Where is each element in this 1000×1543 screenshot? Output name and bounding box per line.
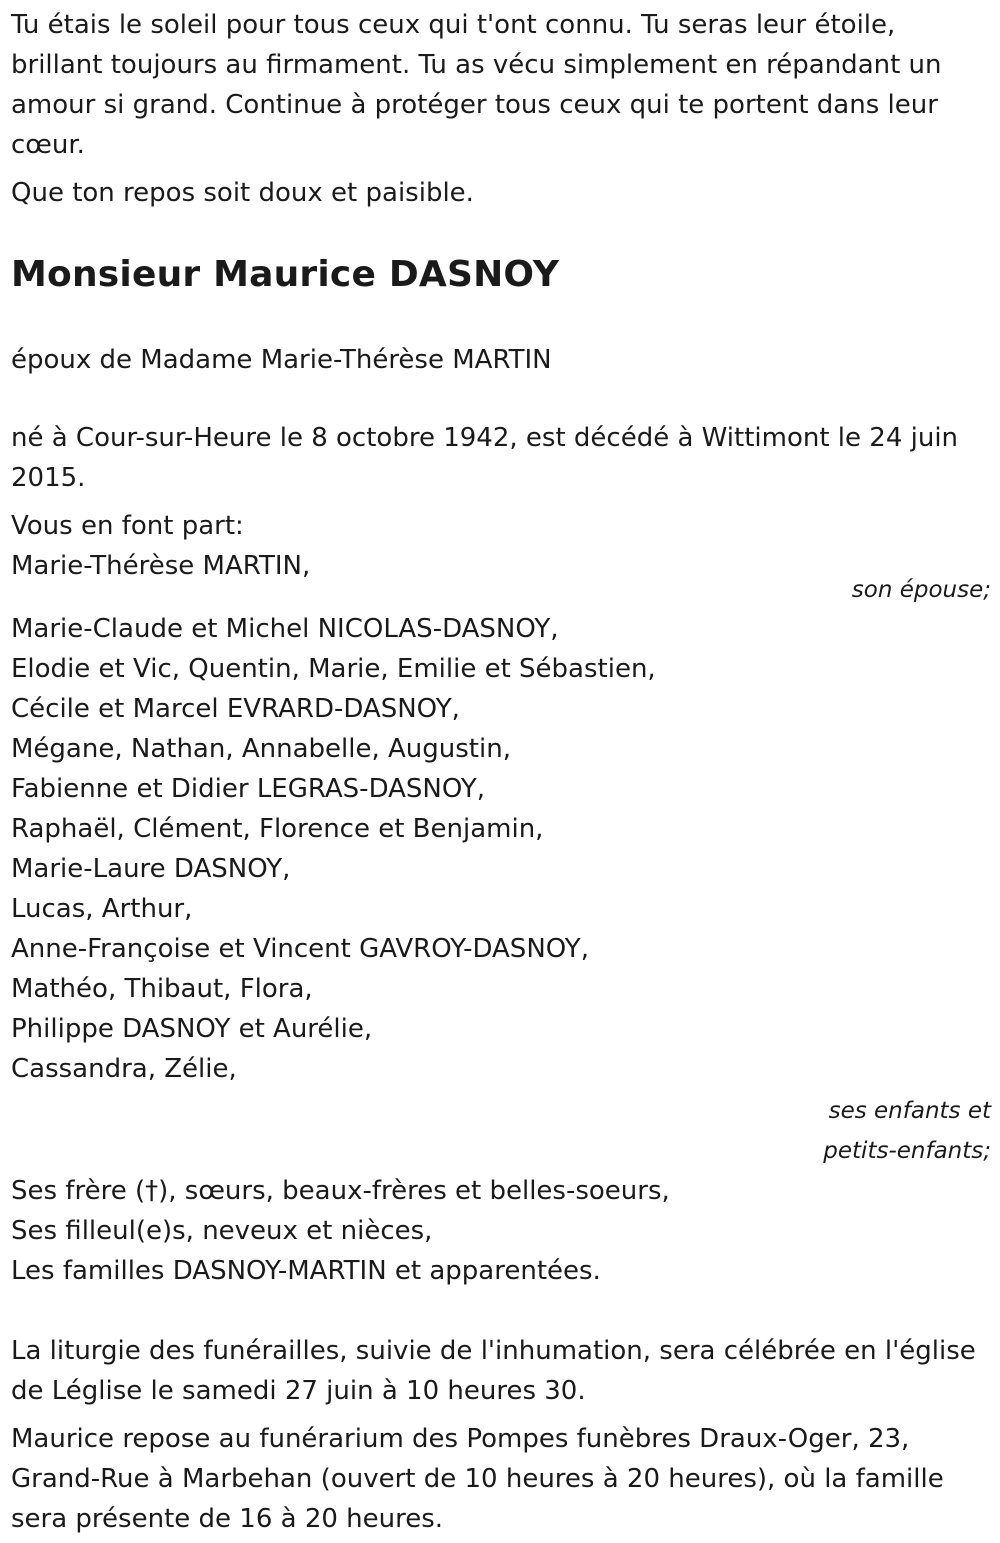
list-item: Raphaël, Clément, Florence et Benjamin, — [11, 814, 544, 844]
list-item: Lucas, Arthur, — [11, 894, 193, 924]
announcement-intro: Vous en font part: — [11, 511, 244, 541]
children-role-line2: petits-enfants; — [823, 1138, 991, 1164]
children-list — [11, 609, 991, 1089]
extended-family-list — [11, 1171, 991, 1291]
list-item: Mégane, Nathan, Annabelle, Augustin, — [11, 734, 511, 764]
spouse-name: Marie-Thérèse MARTIN, — [11, 551, 311, 581]
intro-paragraph: Tu étais le soleil pour tous ceux qui t'ont connu. Tu seras leur étoile, brillant toujours au firmament. Tu as vécu simplement en répandant un amour si grand. Continue à protéger tous ceux qui te portent dans leur cœur. — [11, 10, 942, 160]
list-item: Ses filleul(e)s, neveux et nièces, — [11, 1216, 433, 1246]
children-role — [11, 1091, 991, 1171]
list-item: Marie-Laure DASNOY, — [11, 854, 291, 884]
deceased-name: Monsieur Maurice DASNOY — [11, 254, 560, 295]
liturgy-paragraph: La liturgie des funérailles, suivie de l'inhumation, sera célébrée en l'église de Léglise le samedi 27 juin à 10 heures 30. — [11, 1336, 976, 1406]
list-item: Elodie et Vic, Quentin, Marie, Emilie et Sébastien, — [11, 654, 656, 684]
list-item: Ses frère (†), sœurs, beaux-frères et belles-soeurs, — [11, 1176, 670, 1206]
visitation-paragraph: Maurice repose au funérarium des Pompes funèbres Draux-Oger, 23, Grand-Rue à Marbehan (ouvert de 10 heures à 20 heures), où la famille sera présente de 16 à 20 heures. — [11, 1424, 944, 1534]
obituary-document — [11, 0, 991, 1539]
intro-closing: Que ton repos soit doux et paisible. — [11, 178, 474, 208]
spouse-line: époux de Madame Marie-Thérèse MARTIN — [11, 345, 552, 375]
list-item: Mathéo, Thibaut, Flora, — [11, 974, 313, 1004]
children-role-line1: ses enfants et — [828, 1098, 991, 1124]
list-item: Marie-Claude et Michel NICOLAS-DASNOY, — [11, 614, 559, 644]
birth-death-line: né à Cour-sur-Heure le 8 octobre 1942, est décédé à Wittimont le 24 juin 2015. — [11, 423, 959, 493]
list-item: Philippe DASNOY et Aurélie, — [11, 1014, 373, 1044]
list-item: Les familles DASNOY-MARTIN et apparentées. — [11, 1256, 601, 1286]
list-item: Fabienne et Didier LEGRAS-DASNOY, — [11, 774, 486, 804]
list-item: Cassandra, Zélie, — [11, 1054, 237, 1084]
list-item: Cécile et Marcel EVRARD-DASNOY, — [11, 694, 460, 724]
list-item: Anne-Françoise et Vincent GAVROY-DASNOY, — [11, 934, 589, 964]
spouse-role: son épouse; — [851, 577, 991, 603]
